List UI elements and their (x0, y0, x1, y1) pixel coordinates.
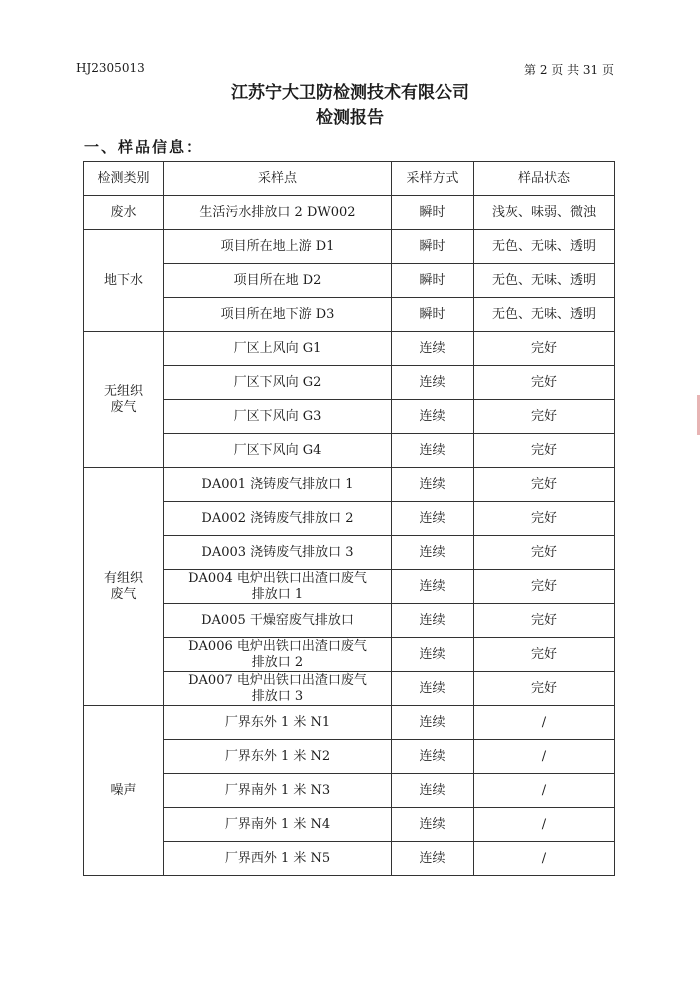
sampling-method-cell: 连续 (392, 842, 474, 876)
sampling-method-cell: 连续 (392, 604, 474, 638)
sample-state-cell: 完好 (474, 570, 615, 604)
sampling-point-cell: DA007 电炉出铁口出渣口废气 排放口 3 (164, 672, 392, 706)
table-header-row (84, 162, 615, 196)
sample-state-cell: 完好 (474, 366, 615, 400)
sampling-method-cell: 连续 (392, 638, 474, 672)
sample-state-cell: 完好 (474, 400, 615, 434)
table-row (84, 230, 615, 264)
sample-state-cell: 完好 (474, 332, 615, 366)
sampling-method-cell: 瞬时 (392, 230, 474, 264)
sampling-point-cell: 厂界西外 1 米 N5 (164, 842, 392, 876)
sampling-point-cell: 厂界东外 1 米 N1 (164, 706, 392, 740)
sampling-point-cell: 厂界南外 1 米 N4 (164, 808, 392, 842)
sample-state-cell: / (474, 740, 615, 774)
table-row (84, 298, 615, 332)
sample-state-cell: 无色、无味、透明 (474, 298, 615, 332)
sample-state-cell: / (474, 842, 615, 876)
sampling-point-cell: DA004 电炉出铁口出渣口废气 排放口 1 (164, 570, 392, 604)
table-row (84, 638, 615, 672)
sampling-method-cell: 连续 (392, 774, 474, 808)
company-name: 江苏宁大卫防检测技术有限公司 (231, 83, 469, 103)
page-number: 第 2 页 共 31 页 (524, 63, 614, 77)
table-row (84, 808, 615, 842)
sample-state-cell: 完好 (474, 638, 615, 672)
sample-state-cell: 完好 (474, 468, 615, 502)
table-row (84, 570, 615, 604)
sampling-method-cell: 瞬时 (392, 298, 474, 332)
table-row (84, 468, 615, 502)
table-row (84, 706, 615, 740)
sampling-point-cell: DA003 浇铸废气排放口 3 (164, 536, 392, 570)
sample-info-table (83, 161, 615, 876)
document-title: 检测报告 (316, 108, 384, 128)
category-cell: 地下水 (84, 230, 164, 332)
category-cell: 废水 (84, 196, 164, 230)
sample-state-cell: / (474, 808, 615, 842)
table-row (84, 502, 615, 536)
sampling-method-cell: 连续 (392, 400, 474, 434)
sampling-point-cell: 项目所在地 D2 (164, 264, 392, 298)
sampling-method-cell: 连续 (392, 740, 474, 774)
table-row (84, 536, 615, 570)
header-sampling-method: 采样方式 (392, 162, 474, 196)
sample-state-cell: 浅灰、味弱、微浊 (474, 196, 615, 230)
sampling-method-cell: 瞬时 (392, 264, 474, 298)
sample-state-cell: / (474, 706, 615, 740)
sample-state-cell: 完好 (474, 434, 615, 468)
sampling-method-cell: 连续 (392, 502, 474, 536)
table-row (84, 604, 615, 638)
sampling-point-cell: 厂区下风向 G3 (164, 400, 392, 434)
sampling-method-cell: 连续 (392, 706, 474, 740)
header-sampling-point: 采样点 (164, 162, 392, 196)
category-cell: 有组织 废气 (84, 468, 164, 706)
sampling-method-cell: 连续 (392, 808, 474, 842)
table-row (84, 400, 615, 434)
sampling-point-cell: 厂界南外 1 米 N3 (164, 774, 392, 808)
table-body (84, 196, 615, 876)
sampling-method-cell: 连续 (392, 332, 474, 366)
table-row (84, 842, 615, 876)
sampling-method-cell: 连续 (392, 672, 474, 706)
sampling-point-cell: 厂界东外 1 米 N2 (164, 740, 392, 774)
table-row (84, 774, 615, 808)
sample-state-cell: 完好 (474, 604, 615, 638)
table-row (84, 434, 615, 468)
sampling-point-cell: 项目所在地上游 D1 (164, 230, 392, 264)
category-cell: 噪声 (84, 706, 164, 876)
sampling-method-cell: 瞬时 (392, 196, 474, 230)
report-number: HJ2305013 (76, 61, 145, 75)
header-sample-state: 样品状态 (474, 162, 615, 196)
table-row (84, 332, 615, 366)
sampling-point-cell: DA001 浇铸废气排放口 1 (164, 468, 392, 502)
sample-state-cell: / (474, 774, 615, 808)
sampling-method-cell: 连续 (392, 434, 474, 468)
sample-state-cell: 完好 (474, 672, 615, 706)
sampling-method-cell: 连续 (392, 536, 474, 570)
table-row (84, 672, 615, 706)
sampling-point-cell: 厂区下风向 G2 (164, 366, 392, 400)
table-row (84, 264, 615, 298)
section-title: 一、样品信息： (84, 138, 204, 156)
sample-state-cell: 完好 (474, 536, 615, 570)
sampling-method-cell: 连续 (392, 570, 474, 604)
sampling-point-cell: DA006 电炉出铁口出渣口废气 排放口 2 (164, 638, 392, 672)
sampling-point-cell: DA002 浇铸废气排放口 2 (164, 502, 392, 536)
sample-state-cell: 无色、无味、透明 (474, 264, 615, 298)
category-cell: 无组织 废气 (84, 332, 164, 468)
sampling-method-cell: 连续 (392, 468, 474, 502)
sampling-point-cell: 生活污水排放口 2 DW002 (164, 196, 392, 230)
sampling-point-cell: 厂区下风向 G4 (164, 434, 392, 468)
sampling-point-cell: 项目所在地下游 D3 (164, 298, 392, 332)
header-category: 检测类别 (84, 162, 164, 196)
sample-state-cell: 完好 (474, 502, 615, 536)
table-row (84, 366, 615, 400)
table-row (84, 196, 615, 230)
sampling-method-cell: 连续 (392, 366, 474, 400)
sampling-point-cell: 厂区上风向 G1 (164, 332, 392, 366)
table-row (84, 740, 615, 774)
sampling-point-cell: DA005 干燥窑废气排放口 (164, 604, 392, 638)
sample-state-cell: 无色、无味、透明 (474, 230, 615, 264)
